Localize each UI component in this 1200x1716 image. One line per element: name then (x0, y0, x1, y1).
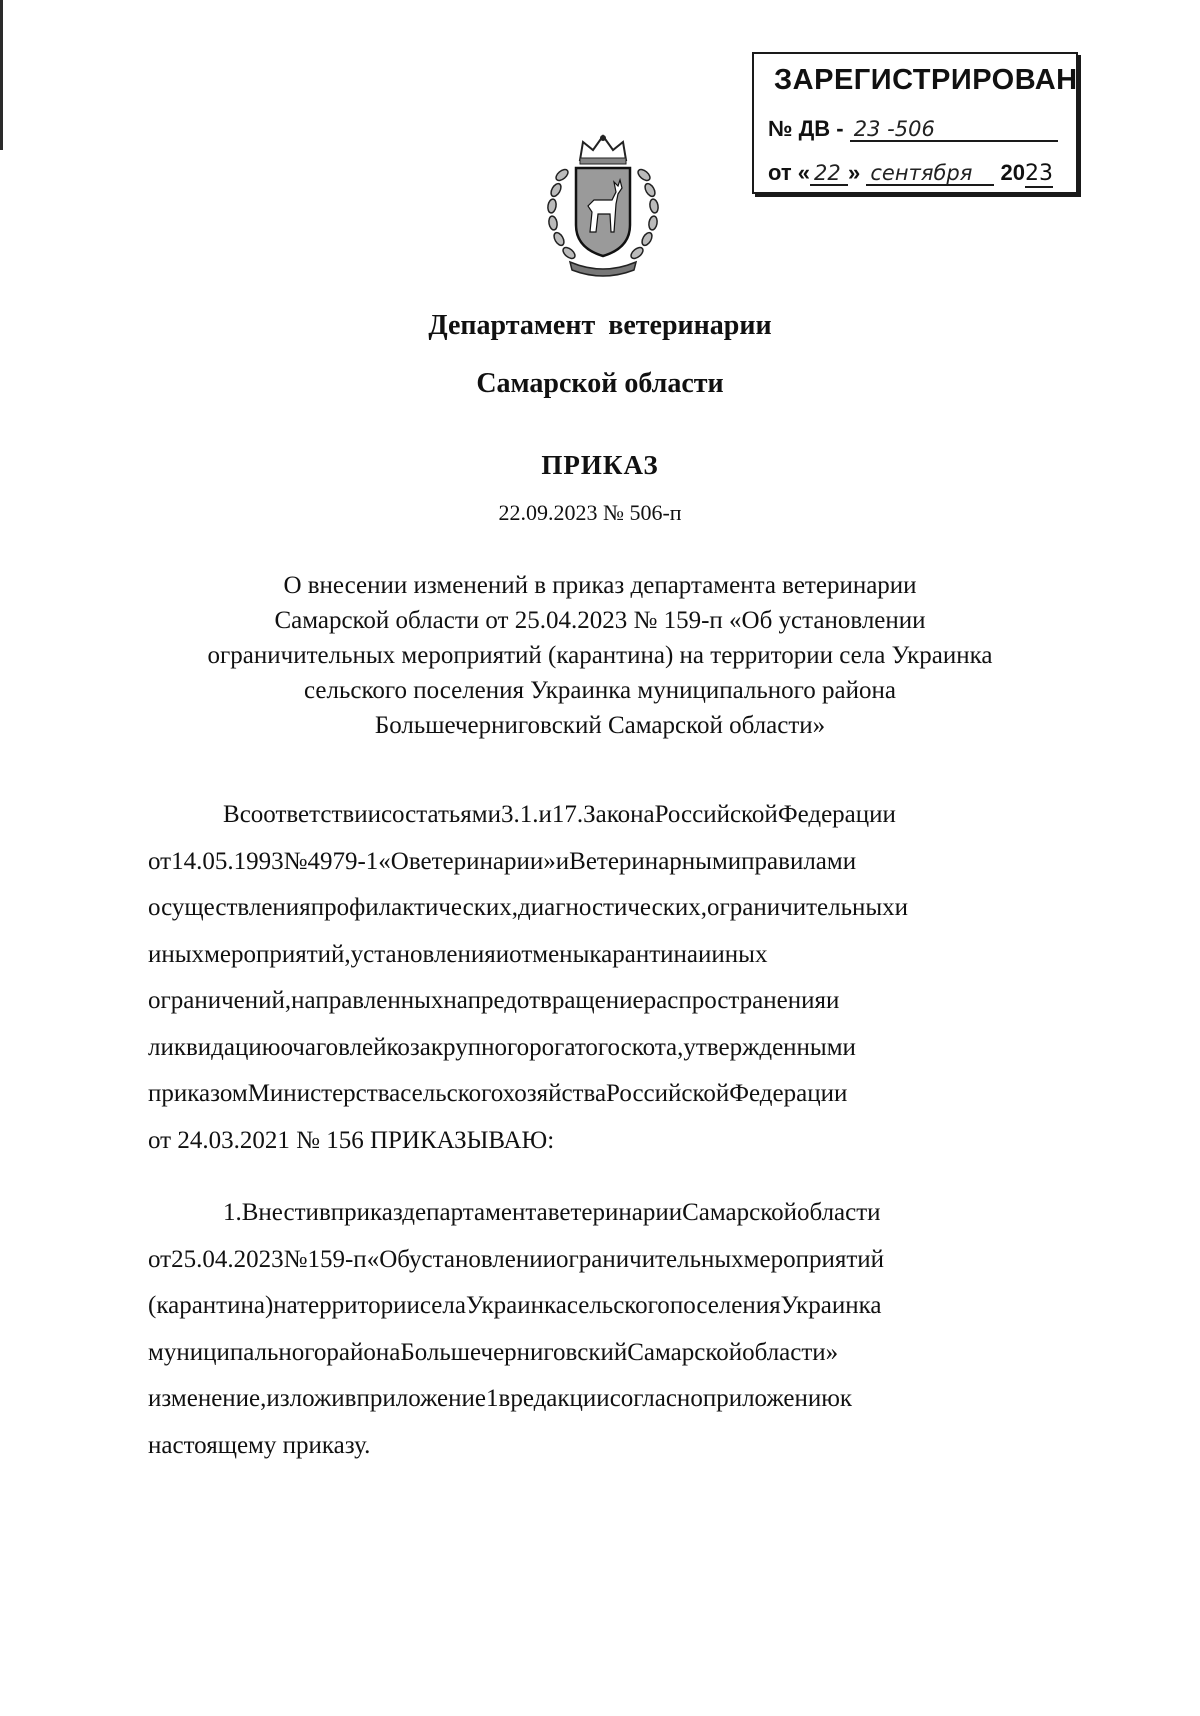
word: правилами (741, 847, 857, 875)
word: в (318, 1199, 331, 1226)
word: района (326, 1338, 401, 1366)
stamp-year-prefix: 20 (1000, 160, 1025, 185)
paragraph-line (148, 1025, 1068, 1072)
paragraph-line (148, 885, 1068, 932)
word: карантина (589, 940, 698, 968)
paragraph-line (148, 1376, 1068, 1423)
word: ветеринарии (547, 1199, 683, 1226)
word: 14.05.1993 (171, 847, 284, 875)
word: распространения (643, 987, 826, 1014)
order-title: ПРИКАЗ (541, 450, 659, 480)
stamp-date-row (768, 160, 1053, 188)
word: 4979-1 (307, 847, 379, 875)
stamp-date-label: от « (768, 160, 811, 185)
word: Федерации (729, 1080, 848, 1107)
coat-of-arms-icon (538, 130, 668, 282)
word: 25.04.2023 (171, 1245, 284, 1273)
word: на (273, 1292, 298, 1319)
paragraph-line (148, 1330, 1068, 1377)
word: (карантина) (148, 1292, 274, 1319)
stamp-number-value: 23 -506 (850, 118, 1058, 142)
word: Российской (654, 801, 778, 828)
word: редакции (510, 1385, 610, 1412)
word: осуществления (148, 894, 311, 921)
word: со (380, 801, 406, 828)
word: отмены (509, 940, 590, 968)
word: иных (148, 940, 205, 968)
paragraph-line (148, 1190, 1068, 1237)
paragraph-line (148, 932, 1068, 979)
order-date-number: 22.09.2023 № 506-п (498, 500, 682, 525)
word: 1 (486, 1385, 499, 1412)
word: 3.1. (500, 801, 539, 828)
word: приказ (330, 1199, 403, 1226)
word: предотвращение (467, 987, 644, 1014)
word: Ветеринарными (569, 847, 742, 875)
paragraph-line (148, 1071, 1068, 1118)
word: сельского (566, 1292, 670, 1319)
word: крупного (430, 1033, 530, 1061)
word: области» (742, 1338, 839, 1366)
word: направленных (291, 987, 444, 1014)
word: В (223, 801, 240, 828)
word: ограничений, (148, 987, 292, 1014)
stamp-date-day: 22 (810, 162, 848, 186)
word: в (498, 1385, 511, 1412)
word: и (555, 847, 570, 875)
paragraph-line (148, 1237, 1068, 1284)
word: Российской (606, 1080, 730, 1107)
stamp-year-suffix: 23 (1025, 161, 1053, 186)
stamp-title: ЗАРЕГИСТРИРОВАН (774, 64, 1078, 96)
word: приказом (148, 1080, 248, 1107)
word: профилактических, (310, 894, 518, 921)
body-paragraph-1 (148, 792, 1068, 1164)
stamp-number-label: № ДВ - (768, 116, 844, 141)
word: Самарской (627, 1338, 743, 1366)
word: к (839, 1385, 853, 1412)
word: хозяйства (502, 1080, 607, 1107)
word: статьями (405, 801, 501, 828)
word: муниципального (148, 1338, 327, 1366)
word: и (698, 940, 712, 968)
subject-line: ограничительных мероприятий (карантина) на территории села Украинка (207, 642, 993, 669)
word: «О (378, 847, 409, 875)
word: и (894, 894, 909, 921)
word: соответствии (239, 801, 381, 828)
paragraph-line (148, 978, 1068, 1025)
word: диагностических, (518, 894, 708, 921)
word: Закона (583, 801, 655, 828)
word: и (495, 940, 510, 968)
word: на (443, 987, 468, 1014)
word: установления (350, 940, 496, 968)
word: территории (297, 1292, 420, 1319)
word: Министерства (247, 1080, 401, 1107)
word: № (283, 847, 308, 875)
word: Украинка (465, 1292, 567, 1319)
word: согласно (609, 1385, 703, 1412)
scan-edge (0, 0, 3, 150)
order-subject (140, 568, 1060, 743)
word: Самарской (682, 1199, 797, 1226)
word: ветеринарии» (408, 847, 556, 875)
word: Большечерниговский (400, 1338, 628, 1366)
body-paragraph-2 (148, 1190, 1068, 1469)
word: 1. (223, 1199, 242, 1226)
stamp-date-month: сентября (866, 162, 994, 186)
word: Внести (241, 1199, 319, 1226)
word: ограничительных (556, 1245, 744, 1273)
word: приложение (356, 1385, 486, 1412)
stamp-number-row (768, 116, 1058, 142)
word: села (419, 1292, 466, 1319)
word: мероприятий, (204, 940, 351, 968)
word: лейкоза (349, 1033, 431, 1061)
word: очагов (280, 1033, 350, 1061)
word: от (148, 1245, 172, 1273)
paragraph-line (148, 1283, 1068, 1330)
word: поселения (669, 1292, 781, 1319)
subject-line: О внесении изменений в приказ департамента ветеринарии (283, 572, 917, 599)
word: и (825, 987, 840, 1014)
department-name-line2: Самарской области (476, 368, 724, 399)
word: департамента (402, 1199, 548, 1226)
subject-line: Большечерниговский Самарской области» (374, 712, 826, 739)
subject-line: сельского поселения Украинка муниципального района (303, 677, 897, 704)
subject-line: Самарской области от 25.04.2023 № 159-п «Об установлении (274, 607, 926, 634)
word: и (538, 801, 552, 828)
word: иных (711, 940, 768, 968)
word: Украинка (780, 1292, 882, 1319)
word: установлении (409, 1245, 557, 1273)
paragraph-line: настоящему приказу. (148, 1431, 371, 1459)
word: сельского (400, 1080, 503, 1107)
paragraph-line: от 24.03.2021 № 156 ПРИКАЗЫВАЮ: (148, 1126, 555, 1154)
word: изменение, (148, 1385, 267, 1412)
word: изложив (266, 1385, 357, 1412)
word: приложению (702, 1385, 840, 1412)
stamp-date-close: » (848, 160, 861, 185)
word: мероприятий (743, 1245, 885, 1273)
word: ликвидацию (148, 1033, 281, 1061)
word: области (796, 1199, 881, 1226)
word: «Об (366, 1245, 410, 1273)
word: утвержденными (683, 1033, 856, 1061)
paragraph-line (148, 792, 1068, 839)
word: № (283, 1245, 308, 1273)
department-name-line1: Департамент ветеринарии (428, 310, 772, 341)
word: ограничительных (707, 894, 895, 921)
word: рогатого (529, 1033, 621, 1061)
word: Федерации (777, 801, 896, 828)
word: 17. (551, 801, 584, 828)
word: 159-п (307, 1245, 367, 1273)
registration-stamp (752, 52, 1078, 194)
paragraph-line (148, 839, 1068, 886)
word: от (148, 847, 172, 875)
word: скота, (620, 1033, 684, 1061)
